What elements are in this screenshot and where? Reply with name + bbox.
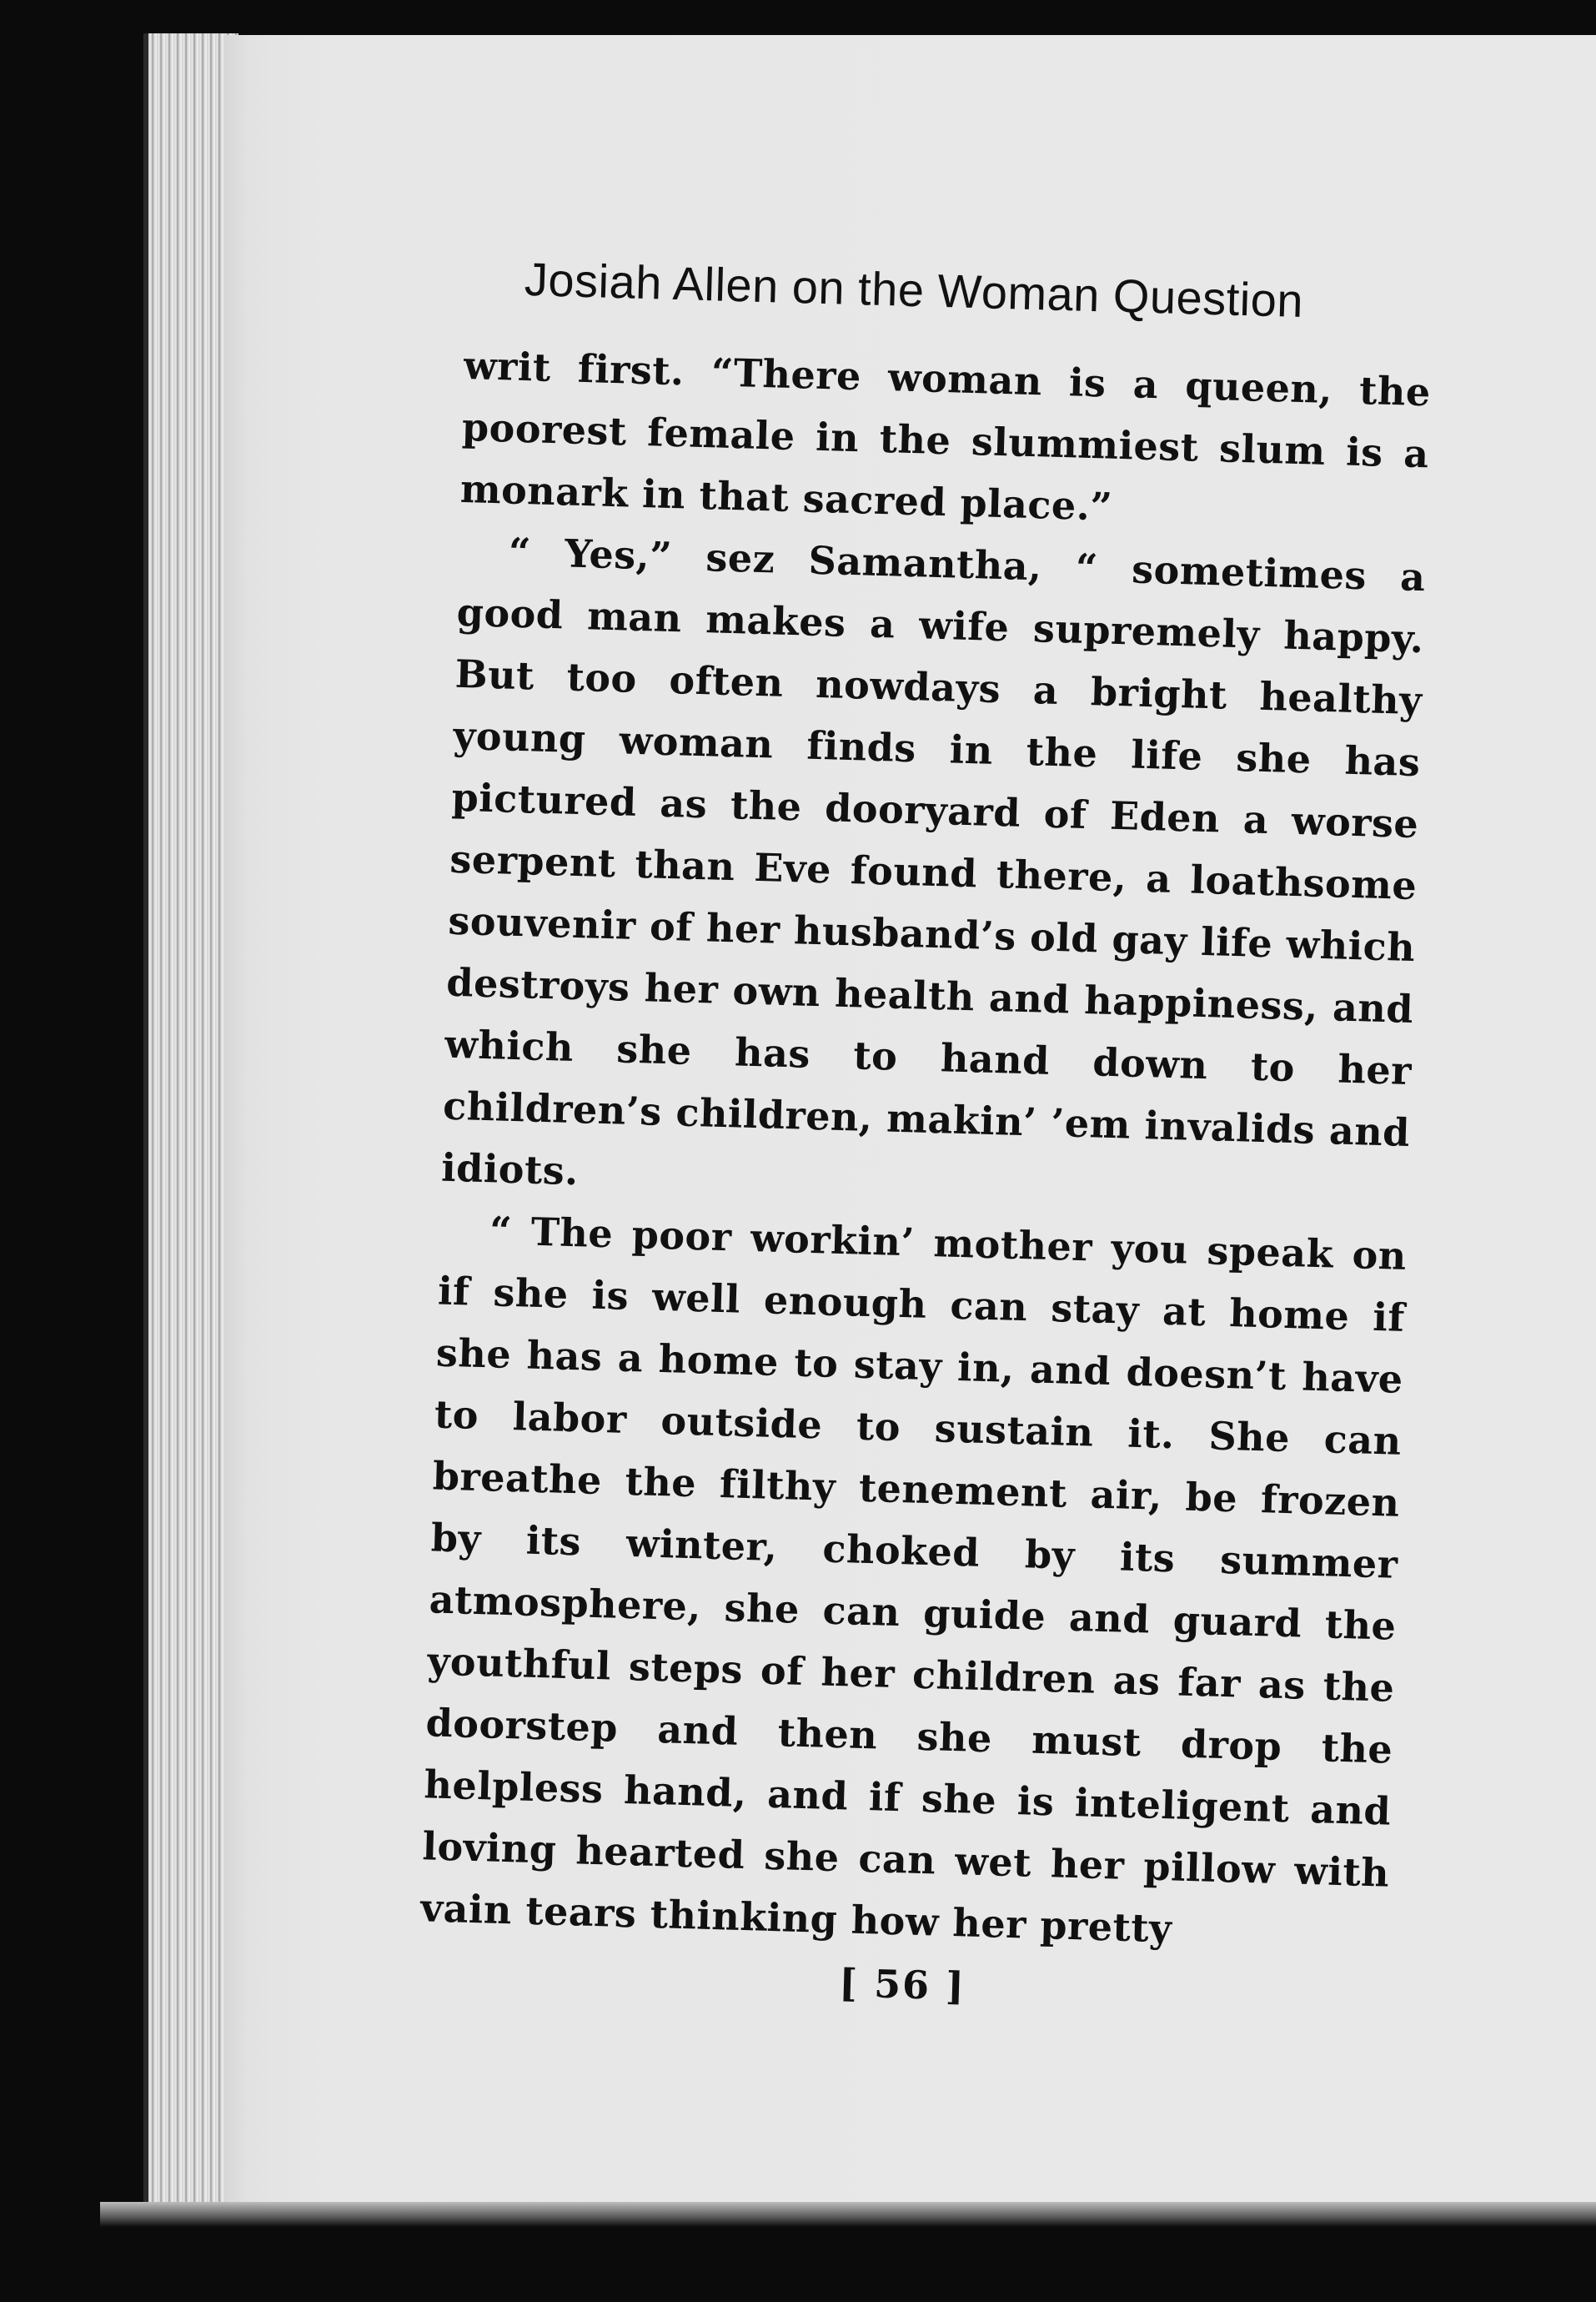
paragraph-samantha-reply: “ Yes,” sez Samantha, “ sometimes a good man makes a wife supremely happy. But too often nowdays a bright healthy young woman finds in the life she has pictured as the dooryard of Eden a worse serpent than Eve found there, a loathsome souvenir of her husband’s old gay life which destroys her own health and happiness, and which she has to hand down to her children’s children, makin’ ’em invalids and idiots. — [440, 529, 1427, 1194]
page-text-block — [419, 250, 1434, 2021]
book-bottom-edge — [100, 2202, 1596, 2227]
running-head: Josiah Allen on the Woman Question — [524, 252, 1304, 328]
paragraph-working-mother: “ The poor workin’ mother you speak on if she is well enough can stay at home if she has a home to stay in, and doesn’t have to labor outside to sustain it. She can breathe the filthy tenement air, be frozen by its winter, choked by its summer atmosphere, she can guide and guard the youthful steps of her children as far as the doorstep and then she must drop the helpless hand, and if she is inteligent and loving hearted she can wet her pillow with vain tears thinking how her pretty — [419, 1208, 1408, 1952]
page-number: [ 56 ] — [838, 1960, 966, 2009]
paragraph-continuation: writ first. “There woman is a queen, the poorest female in the slummiest slum is a monark in that sacred place.” — [459, 342, 1432, 530]
